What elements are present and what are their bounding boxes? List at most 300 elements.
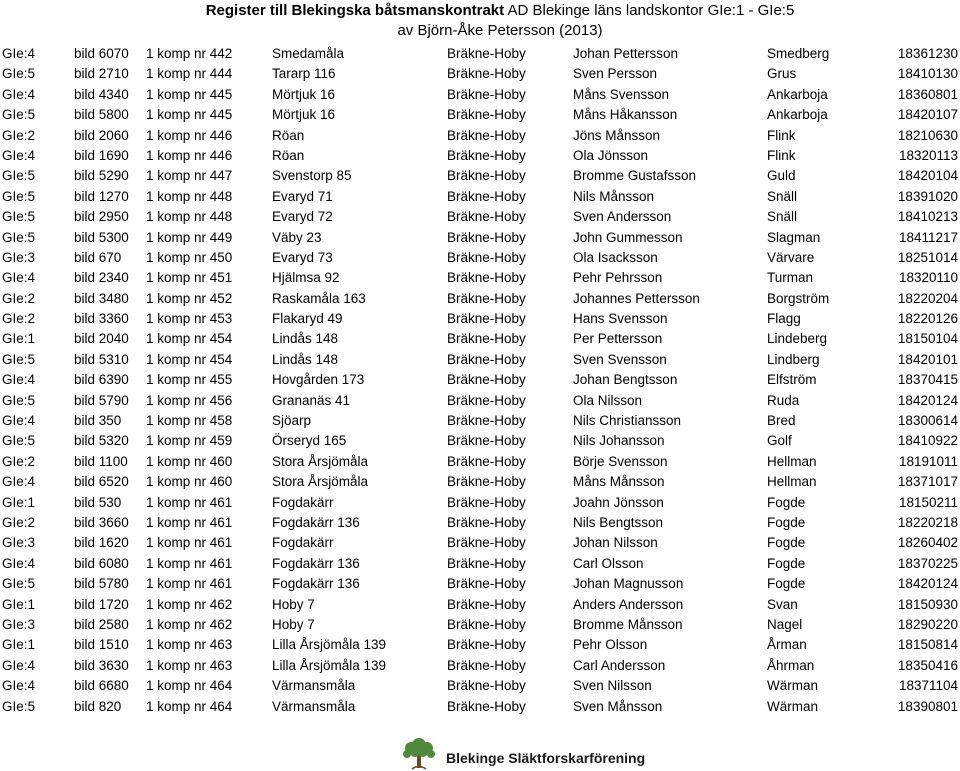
date-cell: 18360801 — [897, 86, 958, 102]
archive-cell: GIe:5 — [2, 392, 36, 408]
name-cell: Carl Andersson — [573, 657, 666, 673]
name-cell: Måns Svensson — [573, 86, 670, 102]
archive-cell: GIe:4 — [2, 86, 36, 102]
place-cell: Svenstorp 85 — [272, 168, 352, 184]
parish-cell: Bräkne-Hoby — [447, 413, 526, 429]
table-row — [0, 248, 960, 268]
soldier-name-cell: Ruda — [767, 392, 800, 408]
date-cell: 18210630 — [897, 127, 958, 143]
company-cell: 1 komp nr 460 — [146, 474, 233, 490]
company-cell: 1 komp nr 459 — [146, 433, 233, 449]
name-cell: Bromme Månsson — [573, 616, 683, 632]
name-cell: Sven Persson — [573, 66, 658, 82]
soldier-name-cell: Värvare — [767, 249, 815, 265]
archive-cell: GIe:2 — [2, 514, 36, 530]
name-cell: Johannes Pettersson — [573, 290, 700, 306]
date-cell: 18411217 — [898, 229, 958, 245]
tree-icon — [400, 736, 438, 770]
parish-cell: Bräkne-Hoby — [447, 290, 526, 306]
archive-cell: GIe:2 — [2, 311, 36, 327]
date-cell: 18220204 — [897, 290, 958, 306]
archive-cell: GIe:5 — [2, 107, 36, 123]
image-cell: bild 3360 — [74, 311, 129, 327]
table-row — [0, 574, 960, 594]
name-cell: Bromme Gustafsson — [573, 168, 697, 184]
image-cell: bild 1690 — [74, 147, 129, 163]
company-cell: 1 komp nr 448 — [146, 209, 233, 225]
company-cell: 1 komp nr 462 — [146, 616, 233, 632]
date-cell: 18191011 — [898, 453, 958, 469]
soldier-name-cell: Golf — [767, 433, 792, 449]
table-row — [0, 228, 960, 248]
table-row — [0, 166, 960, 186]
place-cell: Hoby 7 — [272, 616, 315, 632]
parish-cell: Bräkne-Hoby — [447, 616, 526, 632]
table-row — [0, 431, 960, 451]
page-title — [0, 0, 960, 21]
soldier-name-cell: Snäll — [767, 209, 798, 225]
parish-cell: Bräkne-Hoby — [447, 678, 526, 694]
company-cell: 1 komp nr 454 — [146, 351, 233, 367]
image-cell: bild 6080 — [74, 555, 129, 571]
archive-cell: GIe:3 — [2, 535, 36, 551]
place-cell: Stora Årsjömåla — [272, 474, 369, 490]
parish-cell: Bräkne-Hoby — [447, 474, 526, 490]
soldier-name-cell: Svan — [767, 596, 798, 612]
archive-cell: GIe:1 — [2, 596, 36, 612]
soldier-name-cell: Wärman — [767, 698, 819, 714]
name-cell: Nils Månsson — [573, 188, 655, 204]
company-cell: 1 komp nr 461 — [146, 514, 233, 530]
table-row — [0, 350, 960, 370]
name-cell: Nils Bengtsson — [573, 514, 664, 530]
page-title-bold: Register till Blekingska båtsmanskontrakt — [205, 2, 505, 19]
image-cell: bild 350 — [74, 413, 122, 429]
table-row — [0, 329, 960, 349]
parish-cell: Bräkne-Hoby — [447, 576, 526, 592]
parish-cell: Bräkne-Hoby — [447, 147, 526, 163]
soldier-name-cell: Fogde — [767, 576, 806, 592]
table-row — [0, 493, 960, 513]
image-cell: bild 2060 — [74, 127, 129, 143]
parish-cell: Bräkne-Hoby — [447, 514, 526, 530]
name-cell: Pehr Olsson — [573, 637, 648, 653]
image-cell: bild 5800 — [74, 107, 129, 123]
table-row — [0, 391, 960, 411]
image-cell: bild 1510 — [74, 637, 129, 653]
table-row — [0, 697, 960, 717]
date-cell: 18220126 — [897, 311, 958, 327]
archive-cell: GIe:4 — [2, 555, 36, 571]
parish-cell: Bräkne-Hoby — [447, 127, 526, 143]
parish-cell: Bräkne-Hoby — [447, 188, 526, 204]
company-cell: 1 komp nr 444 — [146, 66, 233, 82]
place-cell: Fogdakärr 136 — [272, 576, 360, 592]
parish-cell: Bräkne-Hoby — [447, 229, 526, 245]
place-cell: Lilla Årsjömåla 139 — [272, 657, 387, 673]
table-row — [0, 595, 960, 615]
company-cell: 1 komp nr 452 — [146, 290, 233, 306]
image-cell: bild 3480 — [74, 290, 129, 306]
name-cell: Måns Månsson — [573, 474, 665, 490]
image-cell: bild 820 — [74, 698, 122, 714]
archive-cell: GIe:4 — [2, 372, 36, 388]
place-cell: Flakaryd 49 — [272, 311, 343, 327]
date-cell: 18150930 — [897, 596, 958, 612]
archive-cell: GIe:5 — [2, 433, 36, 449]
org-name: Blekinge Släktforskarförening — [446, 750, 646, 766]
place-cell: Fogdakärr — [272, 494, 334, 510]
place-cell: Örseryd 165 — [272, 433, 347, 449]
archive-cell: GIe:5 — [2, 209, 36, 225]
archive-cell: GIe:1 — [2, 331, 36, 347]
parish-cell: Bräkne-Hoby — [447, 270, 526, 286]
table-row — [0, 64, 960, 84]
name-cell: Ola Nilsson — [573, 392, 643, 408]
archive-cell: GIe:4 — [2, 147, 36, 163]
table-row — [0, 207, 960, 227]
name-cell: Nils Johansson — [573, 433, 665, 449]
name-cell: Carl Olsson — [573, 555, 644, 571]
soldier-name-cell: Borgström — [767, 290, 830, 306]
parish-cell: Bräkne-Hoby — [447, 433, 526, 449]
parish-cell: Bräkne-Hoby — [447, 86, 526, 102]
archive-cell: GIe:5 — [2, 229, 36, 245]
soldier-name-cell: Flink — [767, 127, 796, 143]
soldier-name-cell: Fogde — [767, 555, 806, 571]
name-cell: Ola Jönsson — [573, 147, 649, 163]
image-cell: bild 1100 — [74, 453, 128, 469]
image-cell: bild 2580 — [74, 616, 129, 632]
place-cell: Lilla Årsjömåla 139 — [272, 637, 387, 653]
archive-cell: GIe:2 — [2, 127, 36, 143]
company-cell: 1 komp nr 463 — [146, 637, 233, 653]
company-cell: 1 komp nr 446 — [146, 147, 233, 163]
date-cell: 18371104 — [898, 678, 958, 694]
date-cell: 18420124 — [897, 576, 958, 592]
parish-cell: Bräkne-Hoby — [447, 555, 526, 571]
parish-cell: Bräkne-Hoby — [447, 249, 526, 265]
image-cell: bild 6520 — [74, 474, 129, 490]
archive-cell: GIe:4 — [2, 474, 36, 490]
soldier-name-cell: Årman — [767, 637, 807, 653]
soldier-name-cell: Fogde — [767, 535, 806, 551]
archive-cell: GIe:5 — [2, 188, 36, 204]
place-cell: Stora Årsjömåla — [272, 453, 369, 469]
name-cell: Johan Bengtsson — [573, 372, 678, 388]
table-row — [0, 126, 960, 146]
place-cell: Värmansmåla — [272, 698, 356, 714]
company-cell: 1 komp nr 458 — [146, 413, 233, 429]
date-cell: 18220218 — [897, 514, 958, 530]
name-cell: John Gummesson — [573, 229, 683, 245]
company-cell: 1 komp nr 449 — [146, 229, 233, 245]
date-cell: 18420107 — [897, 107, 958, 123]
place-cell: Hjälmsa 92 — [272, 270, 340, 286]
date-cell: 18350416 — [897, 657, 958, 673]
image-cell: bild 5320 — [74, 433, 129, 449]
page-title-rest: AD Blekinge läns landskontor GIe:1 - GIe:5 — [504, 2, 795, 19]
company-cell: 1 komp nr 445 — [146, 107, 233, 123]
name-cell: Per Pettersson — [573, 331, 663, 347]
date-cell: 18370415 — [897, 372, 958, 388]
place-cell: Väby 23 — [272, 229, 322, 245]
company-cell: 1 komp nr 460 — [146, 453, 233, 469]
company-cell: 1 komp nr 461 — [146, 535, 233, 551]
image-cell: bild 2040 — [74, 331, 129, 347]
archive-cell: GIe:4 — [2, 270, 36, 286]
date-cell: 18391020 — [897, 188, 958, 204]
date-cell: 18260402 — [897, 535, 958, 551]
soldier-name-cell: Flink — [767, 147, 796, 163]
archive-cell: GIe:5 — [2, 168, 36, 184]
soldier-name-cell: Ankarboja — [767, 107, 828, 123]
archive-cell: GIe:5 — [2, 576, 36, 592]
company-cell: 1 komp nr 464 — [146, 698, 233, 714]
company-cell: 1 komp nr 453 — [146, 311, 233, 327]
table-row — [0, 85, 960, 105]
name-cell: Sven Nilsson — [573, 678, 652, 694]
soldier-name-cell: Guld — [767, 168, 796, 184]
date-cell: 18410922 — [897, 433, 958, 449]
company-cell: 1 komp nr 463 — [146, 657, 233, 673]
table-row — [0, 615, 960, 635]
image-cell: bild 530 — [74, 494, 122, 510]
date-cell: 18410130 — [897, 66, 958, 82]
place-cell: Evaryd 72 — [272, 209, 333, 225]
place-cell: Sjöarp — [272, 413, 312, 429]
table-row — [0, 146, 960, 166]
parish-cell: Bräkne-Hoby — [447, 494, 526, 510]
name-cell: Nils Christiansson — [573, 413, 682, 429]
place-cell: Mörtjuk 16 — [272, 107, 336, 123]
image-cell: bild 5290 — [74, 168, 129, 184]
parish-cell: Bräkne-Hoby — [447, 46, 526, 61]
archive-cell: GIe:2 — [2, 453, 36, 469]
company-cell: 1 komp nr 445 — [146, 86, 233, 102]
soldier-name-cell: Flagg — [767, 311, 801, 327]
table-row — [0, 44, 960, 64]
place-cell: Fogdakärr 136 — [272, 514, 360, 530]
name-cell: Johan Nilsson — [573, 535, 658, 551]
company-cell: 1 komp nr 442 — [146, 46, 233, 61]
date-cell: 18361230 — [897, 46, 958, 61]
date-cell: 18420124 — [897, 392, 958, 408]
parish-cell: Bräkne-Hoby — [447, 351, 526, 367]
parish-cell: Bräkne-Hoby — [447, 311, 526, 327]
name-cell: Pehr Pehrsson — [573, 270, 663, 286]
place-cell: Smedamåla — [272, 46, 345, 61]
date-cell: 18371017 — [897, 474, 958, 490]
table-row — [0, 656, 960, 676]
archive-cell: GIe:4 — [2, 46, 36, 61]
table-row — [0, 289, 960, 309]
name-cell: Anders Andersson — [573, 596, 684, 612]
table-row — [0, 309, 960, 329]
table-row — [0, 554, 960, 574]
soldier-name-cell: Elfström — [767, 372, 817, 388]
date-cell: 18300614 — [897, 413, 958, 429]
table-row — [0, 105, 960, 125]
name-cell: Sven Månsson — [573, 698, 663, 714]
image-cell: bild 5780 — [74, 576, 129, 592]
table-row — [0, 676, 960, 696]
place-cell: Fogdakärr — [272, 535, 334, 551]
company-cell: 1 komp nr 451 — [146, 270, 233, 286]
image-cell: bild 2950 — [74, 209, 129, 225]
image-cell: bild 6680 — [74, 678, 129, 694]
image-cell: bild 2340 — [74, 270, 129, 286]
archive-cell: GIe:3 — [2, 249, 36, 265]
soldier-name-cell: Turman — [767, 270, 814, 286]
date-cell: 18420104 — [897, 168, 958, 184]
image-cell: bild 5310 — [74, 351, 129, 367]
name-cell: Börje Svensson — [573, 453, 668, 469]
soldier-name-cell: Wärman — [767, 678, 819, 694]
archive-cell: GIe:5 — [2, 351, 36, 367]
company-cell: 1 komp nr 450 — [146, 249, 233, 265]
page-header — [0, 0, 960, 41]
register-table — [0, 44, 960, 717]
company-cell: 1 komp nr 456 — [146, 392, 233, 408]
place-cell: Hovgården 173 — [272, 372, 365, 388]
image-cell: bild 670 — [74, 249, 122, 265]
parish-cell: Bräkne-Hoby — [447, 596, 526, 612]
place-cell: Grananäs 41 — [272, 392, 351, 408]
place-cell: Evaryd 73 — [272, 249, 333, 265]
soldier-name-cell: Hellman — [767, 453, 817, 469]
place-cell: Tararp 116 — [272, 66, 336, 82]
image-cell: bild 1620 — [74, 535, 129, 551]
archive-cell: GIe:3 — [2, 616, 36, 632]
parish-cell: Bräkne-Hoby — [447, 168, 526, 184]
archive-cell: GIe:2 — [2, 290, 36, 306]
image-cell: bild 1720 — [74, 596, 129, 612]
archive-cell: GIe:4 — [2, 413, 36, 429]
archive-cell: GIe:4 — [2, 678, 36, 694]
company-cell: 1 komp nr 461 — [146, 555, 233, 571]
place-cell: Evaryd 71 — [272, 188, 333, 204]
place-cell: Fogdakärr 136 — [272, 555, 360, 571]
date-cell: 18290220 — [897, 616, 958, 632]
name-cell: Sven Svensson — [573, 351, 667, 367]
soldier-name-cell: Nagel — [767, 616, 803, 632]
parish-cell: Bräkne-Hoby — [447, 637, 526, 653]
soldier-name-cell: Lindeberg — [767, 331, 828, 347]
company-cell: 1 komp nr 448 — [146, 188, 233, 204]
company-cell: 1 komp nr 455 — [146, 372, 233, 388]
page-footer — [0, 736, 960, 771]
archive-cell: GIe:1 — [2, 494, 36, 510]
date-cell: 18150104 — [897, 331, 958, 347]
date-cell: 18320110 — [898, 270, 958, 286]
table-row — [0, 472, 960, 492]
table-row — [0, 370, 960, 390]
image-cell: bild 6070 — [74, 46, 129, 61]
table-row — [0, 635, 960, 655]
image-cell: bild 4340 — [74, 86, 129, 102]
date-cell: 18150814 — [897, 637, 958, 653]
parish-cell: Bräkne-Hoby — [447, 657, 526, 673]
date-cell: 18390801 — [897, 698, 958, 714]
company-cell: 1 komp nr 464 — [146, 678, 233, 694]
soldier-name-cell: Snäll — [767, 188, 798, 204]
date-cell: 18410213 — [897, 209, 958, 225]
place-cell: Lindås 148 — [272, 351, 339, 367]
table-row — [0, 513, 960, 533]
soldier-name-cell: Smedberg — [767, 46, 830, 61]
soldier-name-cell: Fogde — [767, 514, 806, 530]
soldier-name-cell: Fogde — [767, 494, 806, 510]
date-cell: 18150211 — [898, 494, 958, 510]
name-cell: Sven Andersson — [573, 209, 672, 225]
place-cell: Lindås 148 — [272, 331, 339, 347]
company-cell: 1 komp nr 462 — [146, 596, 233, 612]
date-cell: 18420101 — [897, 351, 958, 367]
parish-cell: Bräkne-Hoby — [447, 209, 526, 225]
image-cell: bild 1270 — [74, 188, 129, 204]
archive-cell: GIe:1 — [2, 637, 36, 653]
table-row — [0, 411, 960, 431]
date-cell: 18320113 — [898, 147, 958, 163]
company-cell: 1 komp nr 447 — [146, 168, 233, 184]
name-cell: Johan Magnusson — [573, 576, 684, 592]
image-cell: bild 2710 — [74, 66, 129, 82]
image-cell: bild 5790 — [74, 392, 129, 408]
name-cell: Johan Pettersson — [573, 46, 679, 61]
soldier-name-cell: Ankarboja — [767, 86, 828, 102]
image-cell: bild 3630 — [74, 657, 129, 673]
archive-cell: GIe:5 — [2, 698, 36, 714]
name-cell: Jöns Månsson — [573, 127, 661, 143]
archive-cell: GIe:4 — [2, 657, 36, 673]
parish-cell: Bräkne-Hoby — [447, 107, 526, 123]
parish-cell: Bräkne-Hoby — [447, 535, 526, 551]
place-cell: Hoby 7 — [272, 596, 315, 612]
parish-cell: Bräkne-Hoby — [447, 698, 526, 714]
table-row — [0, 533, 960, 553]
image-cell: bild 6390 — [74, 372, 129, 388]
image-cell: bild 5300 — [74, 229, 129, 245]
soldier-name-cell: Slagman — [767, 229, 821, 245]
parish-cell: Bräkne-Hoby — [447, 453, 526, 469]
archive-cell: GIe:5 — [2, 66, 36, 82]
company-cell: 1 komp nr 454 — [146, 331, 233, 347]
parish-cell: Bräkne-Hoby — [447, 392, 526, 408]
image-cell: bild 3660 — [74, 514, 129, 530]
table-row — [0, 187, 960, 207]
table-row — [0, 268, 960, 288]
date-cell: 18251014 — [897, 249, 958, 265]
name-cell: Måns Håkansson — [573, 107, 678, 123]
soldier-name-cell: Bred — [767, 413, 796, 429]
place-cell: Mörtjuk 16 — [272, 86, 336, 102]
parish-cell: Bräkne-Hoby — [447, 331, 526, 347]
place-cell: Röan — [272, 147, 305, 163]
page-subtitle: av Björn-Åke Petersson (2013) — [397, 22, 603, 39]
soldier-name-cell: Hellman — [767, 474, 817, 490]
name-cell: Ola Isacksson — [573, 249, 658, 265]
date-cell: 18370225 — [897, 555, 958, 571]
company-cell: 1 komp nr 461 — [146, 576, 233, 592]
place-cell: Raskamåla 163 — [272, 290, 366, 306]
parish-cell: Bräkne-Hoby — [447, 66, 526, 82]
name-cell: Hans Svensson — [573, 311, 668, 327]
table-row — [0, 452, 960, 472]
parish-cell: Bräkne-Hoby — [447, 372, 526, 388]
company-cell: 1 komp nr 446 — [146, 127, 233, 143]
company-cell: 1 komp nr 461 — [146, 494, 233, 510]
